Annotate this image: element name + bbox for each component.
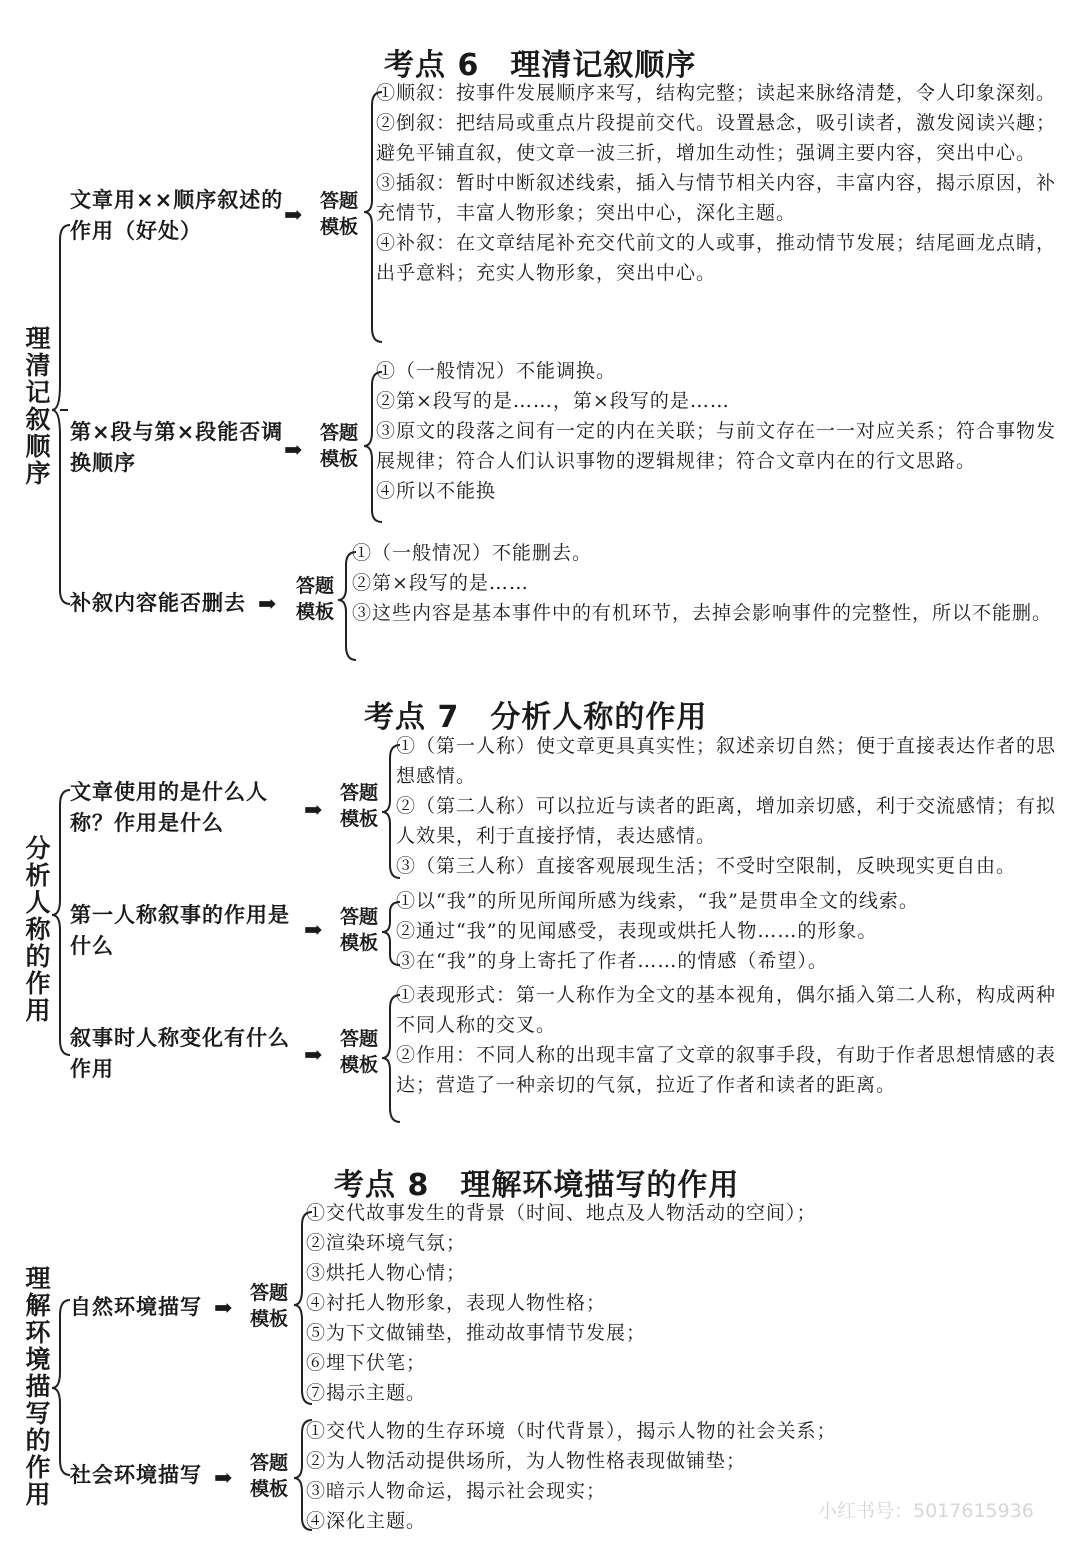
answer-item: ④补叙：在文章结尾补充交代前文的人或事，推动情节发展；结尾画龙点睛，出乎意料；充实人物形象，突出中心。	[376, 232, 1057, 284]
answer-item: ①表现形式：第一人称作为全文的基本视角，偶尔插入第二人称，构成两种不同人称的交叉。	[396, 984, 1057, 1036]
answer-item: ②渲染环境气氛；	[306, 1232, 467, 1254]
template-label: 答题 模板	[296, 575, 335, 623]
answer-item: ④深化主题。	[306, 1510, 427, 1532]
arrow-right-icon: ➡	[214, 1295, 233, 1321]
arrow-right-icon: ➡	[214, 1465, 233, 1491]
answer-item: ③原文的段落之间有一定的内在关联；与前文存在一一对应关系；符合事物发展规律；符合人们认识事物的逻辑规律；符合文章内在的行文思路。	[376, 420, 1057, 472]
answer-item: ②通过“我”的见闻感受，表现或烘托人物……的形象。	[396, 920, 878, 942]
answer-item: ①（一般情况）不能删去。	[352, 542, 593, 564]
answer-item: ④所以不能换	[376, 480, 497, 502]
answer-item: ③烘托人物心情；	[306, 1262, 467, 1284]
answer-list	[352, 538, 1052, 628]
arrow-right-icon: ➡	[304, 1042, 323, 1068]
answer-item: ⑤为下文做铺垫，推动故事情节发展；	[306, 1322, 647, 1344]
answer-item: ①（一般情况）不能调换。	[376, 360, 617, 382]
answer-list	[376, 356, 1056, 506]
question-label: 第×段与第×段能否调换顺序	[70, 420, 284, 475]
answer-item: ②第×段写的是……，第×段写的是……	[376, 390, 730, 412]
answer-item: ①（第一人称）使文章更具真实性；叙述亲切自然；便于直接表达作者的思想感情。	[396, 735, 1057, 787]
question-label: 文章用××顺序叙述的作用（好处）	[70, 188, 284, 243]
answer-item: ③在“我”的身上寄托了作者……的情感（希望）。	[396, 950, 828, 972]
template-label: 答题 模板	[320, 190, 359, 238]
arrow-right-icon: ➡	[304, 797, 323, 823]
section-title: 考点 6 理清记叙顺序	[384, 48, 697, 83]
watermark: 小红书号：5017615936	[818, 1500, 1034, 1522]
question-label: 叙事时人称变化有什么作用	[70, 1026, 290, 1081]
section-topic-vertical: 理清记叙顺序	[22, 325, 51, 487]
answer-list	[396, 980, 1056, 1100]
section-title: 考点 8 理解环境描写的作用	[334, 1168, 740, 1203]
template-label: 答题 模板	[250, 1282, 289, 1330]
answer-item: ③（第三人称）直接客观展现生活；不受时空限制，反映现实更自由。	[396, 855, 1017, 877]
answer-list	[396, 731, 1056, 881]
template-label: 答题 模板	[340, 782, 379, 830]
answer-item: ④衬托人物形象，表现人物性格；	[306, 1292, 607, 1314]
question-label: 第一人称叙事的作用是什么	[70, 903, 290, 958]
answer-list	[396, 886, 1056, 976]
template-label: 答题 模板	[250, 1452, 289, 1500]
answer-item: ②倒叙：把结局或重点片段提前交代。设置悬念，吸引读者，激发阅读兴趣；避免平铺直叙，使文章一波三折，增加生动性；强调主要内容，突出中心。	[376, 112, 1057, 164]
answer-item: ③这些内容是基本事件中的有机环节，去掉会影响事件的完整性，所以不能删。	[352, 602, 1053, 624]
question-label: 文章使用的是什么人称？作用是什么	[70, 780, 268, 835]
answer-item: ①交代人物的生存环境（时代背景），揭示人物的社会关系；	[306, 1420, 837, 1442]
answer-list	[376, 78, 1056, 288]
section-title: 考点 7 分析人称的作用	[364, 700, 708, 735]
section-topic-vertical: 分析人称的作用	[22, 835, 51, 1024]
answer-item: ②（第二人称）可以拉近与读者的距离，增加亲切感，利于交流感情；有拟人效果，利于直接抒情，表达感情。	[396, 795, 1057, 847]
arrow-right-icon: ➡	[258, 591, 277, 617]
answer-item: ③暗示人物命运，揭示社会现实；	[306, 1480, 607, 1502]
topic-brace	[52, 225, 70, 604]
answer-item: ②第×段写的是……	[352, 572, 529, 594]
arrow-right-icon: ➡	[284, 437, 303, 463]
answer-item: ②为人物活动提供场所，为人物性格表现做铺垫；	[306, 1450, 747, 1472]
arrow-right-icon: ➡	[284, 202, 303, 228]
template-label: 答题 模板	[320, 422, 359, 470]
answer-item: ①顺叙：按事件发展顺序来写，结构完整；读起来脉络清楚，令人印象深刻。	[376, 82, 1057, 104]
template-label: 答题 模板	[340, 906, 379, 954]
answer-item: ②作用：不同人称的出现丰富了文章的叙事手段，有助于作者思想情感的表达；营造了一种亲切的气氛，拉近了作者和读者的距离。	[396, 1044, 1057, 1096]
question-label: 自然环境描写	[70, 1295, 202, 1319]
answer-item: ①交代故事发生的背景（时间、地点及人物活动的空间）；	[306, 1202, 817, 1224]
answer-item: ①以“我”的所见所闻所感为线索，“我”是贯串全文的线索。	[396, 890, 919, 912]
answer-item: ⑦揭示主题。	[306, 1382, 427, 1404]
answer-list	[306, 1198, 1056, 1408]
topic-brace	[52, 1300, 70, 1475]
arrow-right-icon: ➡	[304, 917, 323, 943]
answer-item: ③插叙：暂时中断叙述线索，插入与情节相关内容，丰富内容，揭示原因，补充情节，丰富人物形象；突出中心，深化主题。	[376, 172, 1057, 224]
question-label: 补叙内容能否删去	[70, 591, 246, 615]
section-topic-vertical: 理解环境描写的作用	[22, 1265, 51, 1508]
answer-item: ⑥埋下伏笔；	[306, 1352, 427, 1374]
template-label: 答题 模板	[340, 1028, 379, 1076]
question-label: 社会环境描写	[70, 1463, 202, 1487]
topic-brace	[52, 790, 70, 1055]
